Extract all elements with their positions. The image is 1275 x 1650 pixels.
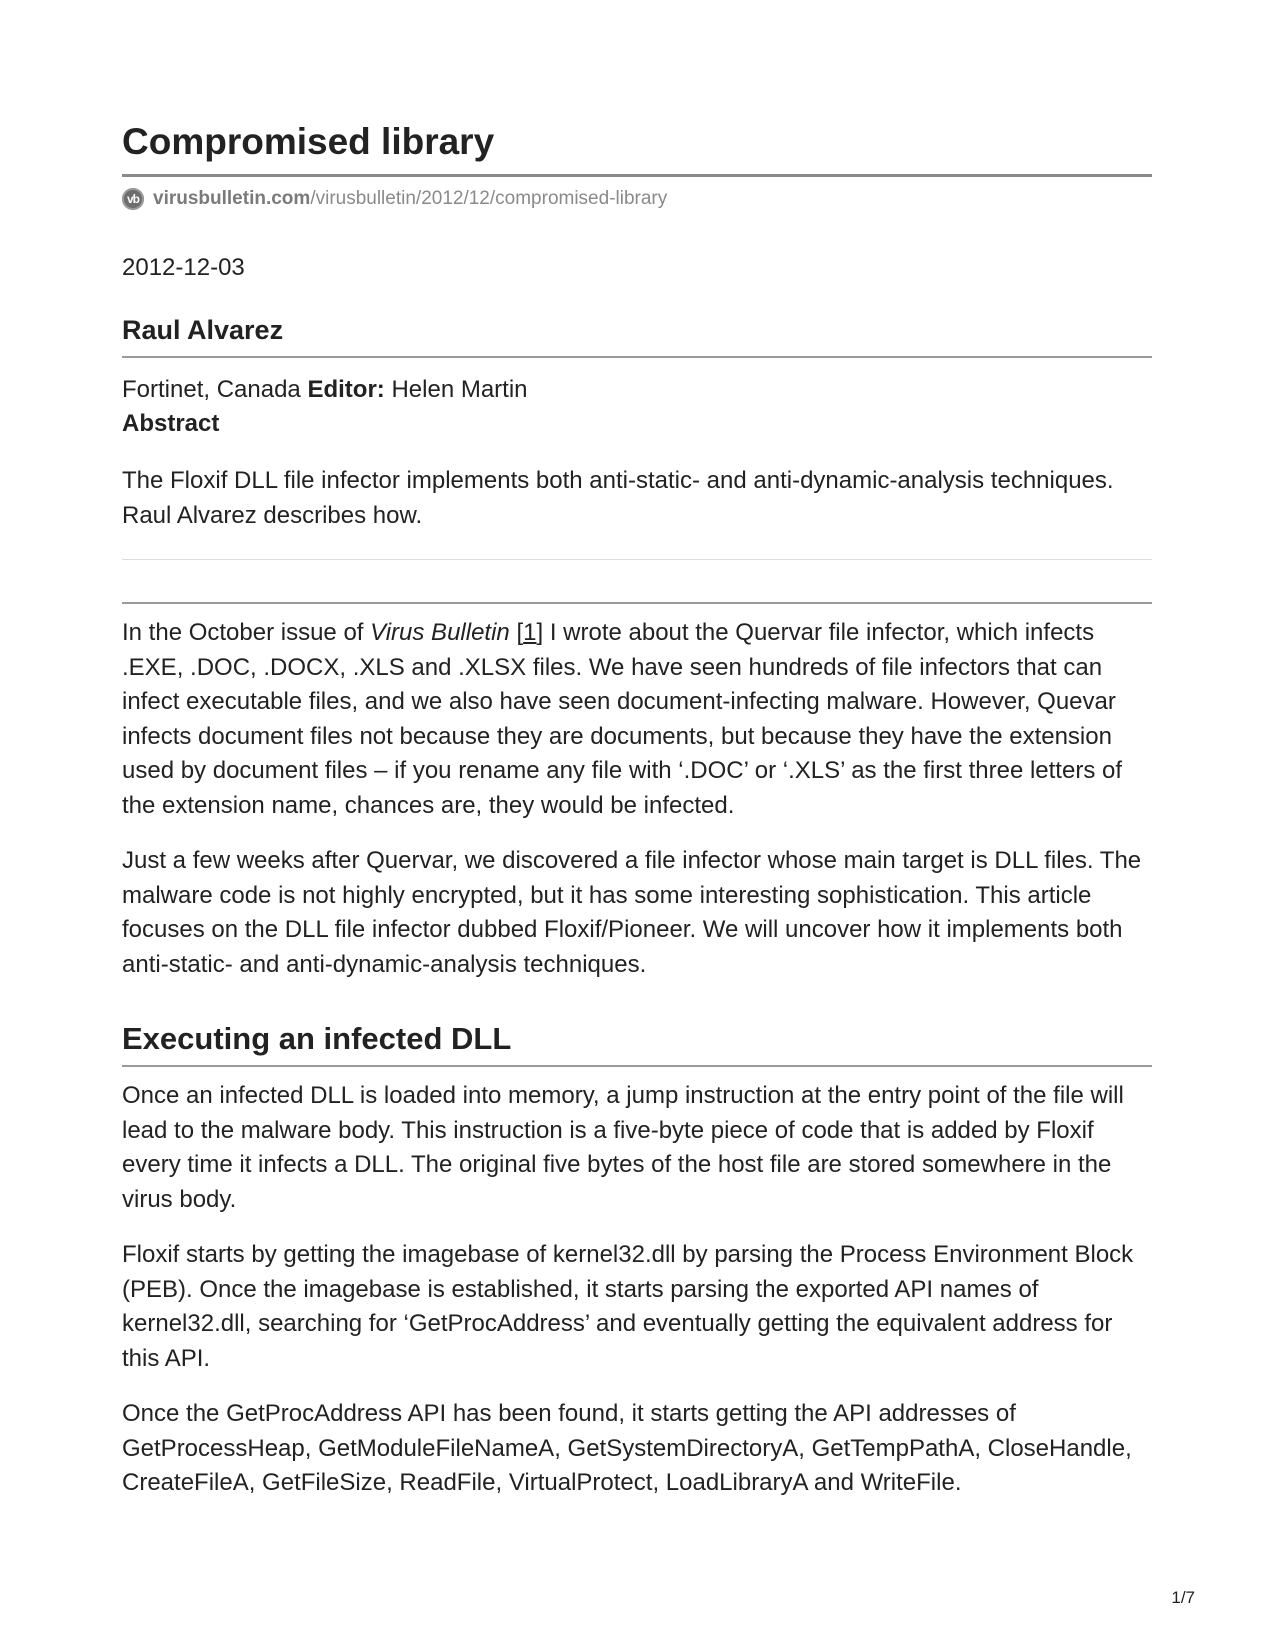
affiliation-line (122, 373, 1152, 407)
vb-logo-icon: vb (122, 188, 144, 210)
section-heading: Executing an infected DLL (122, 1020, 1152, 1067)
editor-label: Editor: (307, 375, 385, 403)
source-path-link[interactable]: /virusbulletin/2012/12/compromised-library (310, 188, 668, 210)
divider-dark (122, 602, 1152, 604)
divider-light (122, 559, 1152, 560)
section-paragraph-1: Once an infected DLL is loaded into memory, a jump instruction at the entry point of the file will lead to the malware body. This instruction is a five-byte piece of code that is added by Floxif every time it infects a DLL. The original five bytes of the host file are stored somewhere in the virus body. (122, 1082, 1124, 1213)
editor-name: Helen Martin (391, 375, 528, 403)
source-domain-link[interactable]: virusbulletin.com (153, 188, 311, 210)
intro-paragraph-2: Just a few weeks after Quervar, we discovered a file infector whose main target is DLL files. The malware code is not highly encrypted, but it has some interesting sophistication. This article focuses on the DLL file infector dubbed Floxif/Pioneer. We will uncover how it implements both anti-static- and anti-dynamic-analysis techniques. (122, 847, 1142, 978)
reference-link[interactable]: 1 (523, 619, 537, 647)
affiliation: Fortinet, Canada (122, 375, 301, 403)
author-name: Raul Alvarez (122, 314, 1152, 358)
source-line (122, 186, 1152, 212)
section-paragraph-2: Floxif starts by getting the imagebase of kernel32.dll by parsing the Process Environment Block (PEB). Once the imagebase is established, it starts parsing the exported API names of kernel32.dll, searching for ‘GetProcAddress’ and eventually getting the equivalent address for this API. (122, 1241, 1134, 1372)
abstract-label: Abstract (122, 409, 220, 437)
article-page (122, 120, 1152, 1501)
page-title: Compromised library (122, 120, 1152, 177)
publication-date: 2012-12-03 (122, 254, 245, 282)
publication-name: Virus Bulletin (370, 619, 510, 647)
abstract-text: The Floxif DLL file infector implements both anti-static- and anti-dynamic-analysis techniques. Raul Alvarez describes how. (122, 467, 1114, 529)
section-paragraph-3: Once the GetProcAddress API has been found, it starts getting the API addresses of GetProcessHeap, GetModuleFileNameA, GetSystemDirectoryA, GetTempPathA, CloseHandle, CreateFileA, GetFileSize, ReadFile, VirtualProtect, LoadLibraryA and WriteFile. (122, 1400, 1132, 1497)
page-number: 1/7 (1171, 1588, 1195, 1607)
intro-paragraph-1: In the October issue of Virus Bulletin [1] I wrote about the Quervar file infector, which infects .EXE, .DOC, .DOCX, .XLS and .XLSX files. We have seen hundreds of file infectors that can infect executable files, and we also have seen document-infecting malware. However, Quevar infects document files not because they are documents, but because they have the extension used by document files – if you rename any file with ‘.DOC’ or ‘.XLS’ as the first three letters of the extension name, chances are, they would be infected. (122, 619, 1122, 819)
